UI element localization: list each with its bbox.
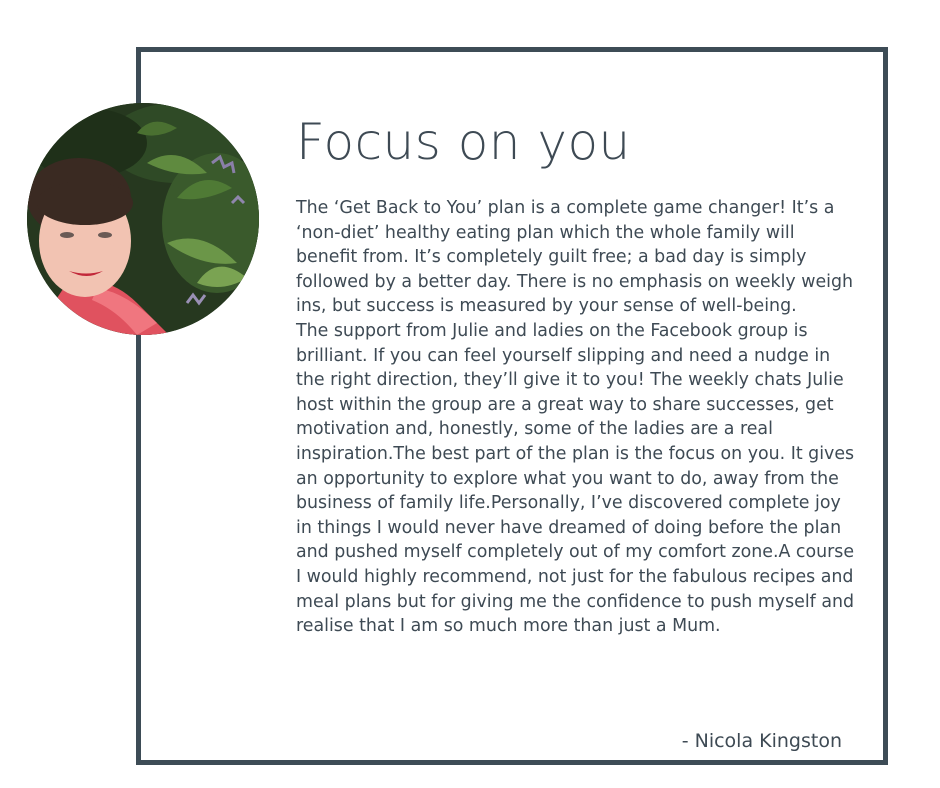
testimonial-body [296, 196, 856, 639]
testimonial-title: Focus on you [296, 113, 631, 171]
testimonial-paragraph-1: The ‘Get Back to You’ plan is a complete game changer! It’s a ‘non-diet’ healthy eating plan which the whole family will benefit from. It’s completely guilt free; a bad day is simply followed by a better day. There is no emphasis on weekly weigh ins, but success is measured by your sense of well-being. [296, 198, 854, 317]
avatar [27, 103, 259, 335]
testimonial-paragraph-2: The support from Julie and ladies on the Facebook group is brilliant. If you can feel yourself slipping and need a nudge in the right direction, they’ll give it to you! The weekly chats Julie host within the group are a great way to share successes, get motivation and, honestly, some of the ladies are a real inspiration.The best part of the plan is the focus on you. It gives an opportunity to explore what you want to do, away from the business of family life.Personally, I’ve discovered complete joy in things I would never have dreamed of doing before the plan and pushed myself completely out of my comfort zone.A course I would highly recommend, not just for the fabulous recipes and meal plans but for giving me the confidence to push myself and realise that I am so much more than just a Mum. [296, 320, 855, 637]
avatar-photo-icon [27, 103, 259, 335]
testimonial-author: - Nicola Kingston [681, 730, 842, 752]
